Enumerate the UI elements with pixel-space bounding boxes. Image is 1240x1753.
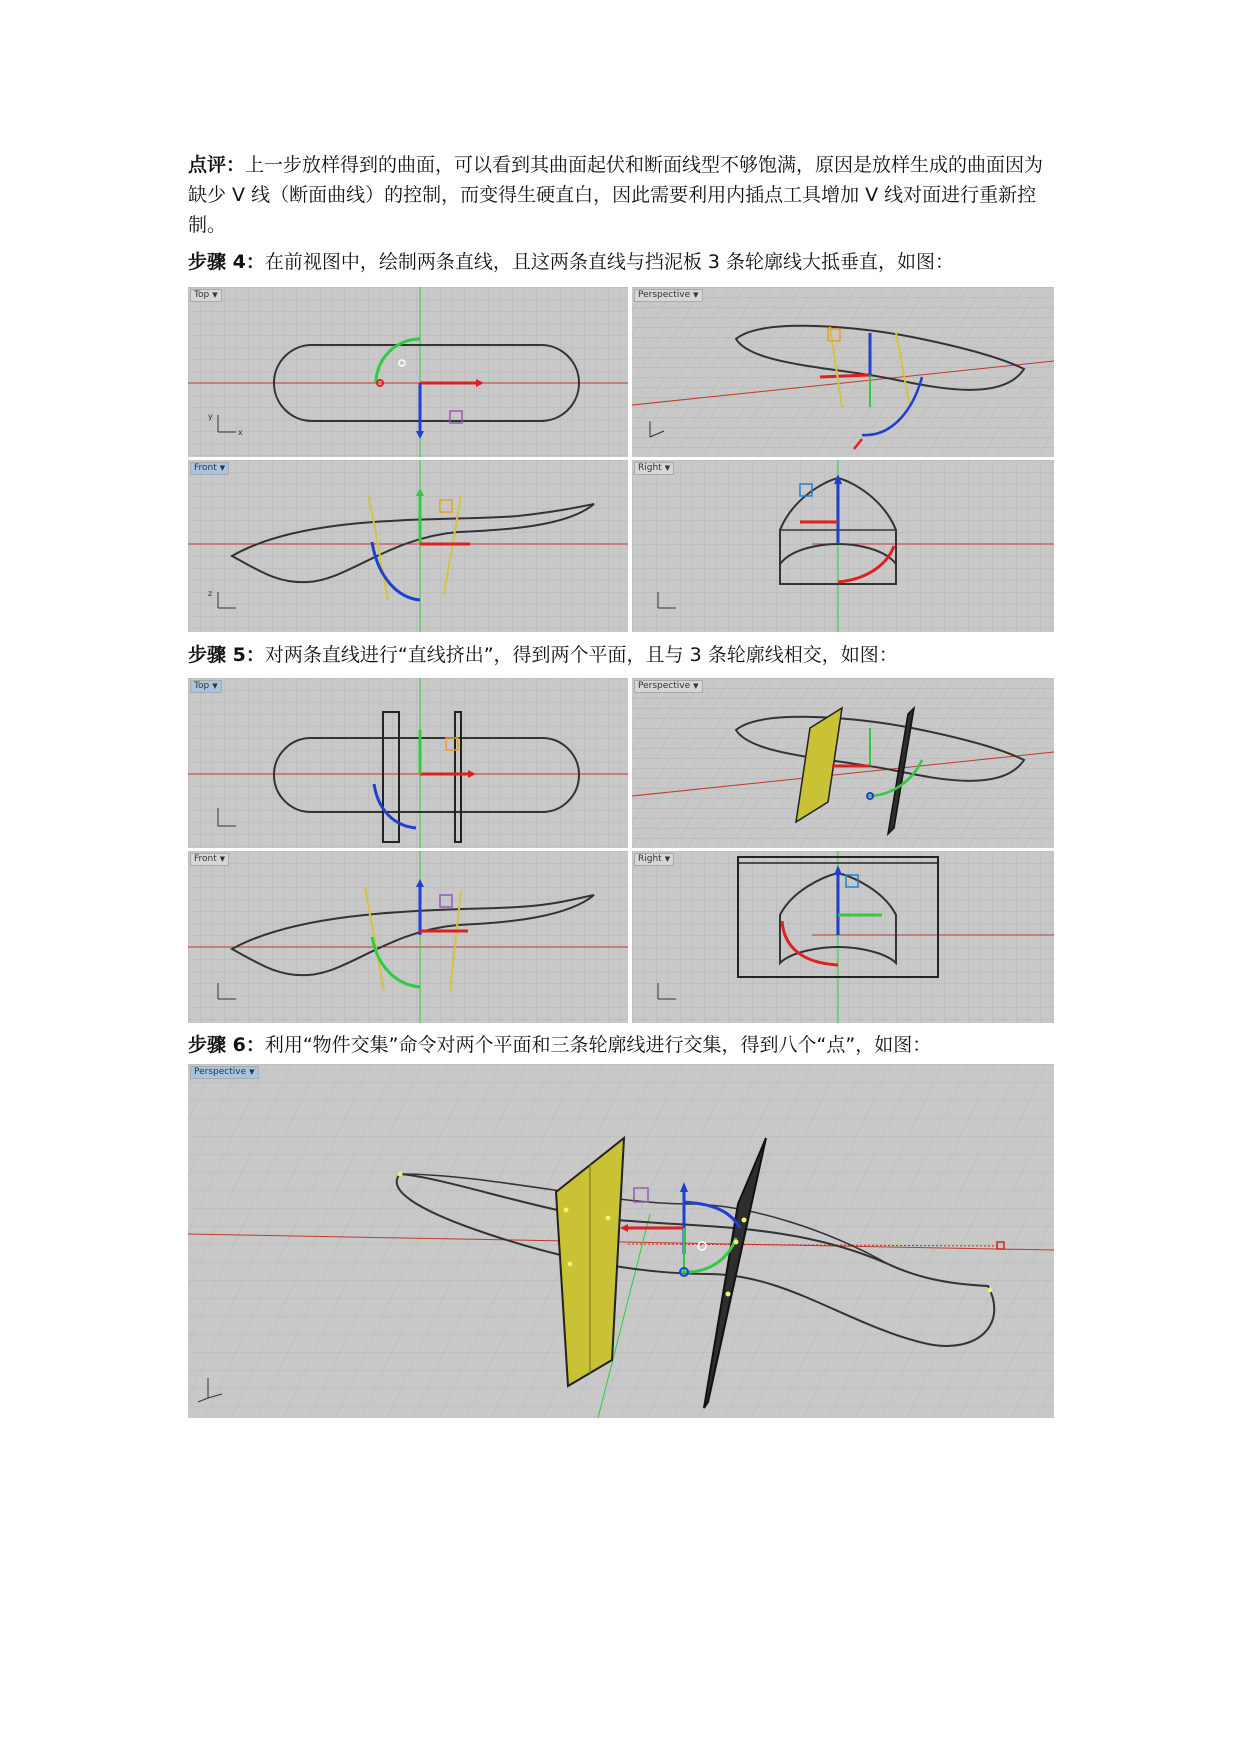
viewport-tab-perspective[interactable] [190,1066,259,1079]
viewport-tab-front[interactable] [190,462,229,475]
review-paragraph [188,150,1060,240]
viewport-perspective-large-canvas [188,1064,1054,1418]
chevron-down-icon[interactable]: ▼ [693,291,699,299]
viewport-tab-top[interactable] [190,289,222,302]
viewport-tab-top[interactable] [190,680,222,693]
chevron-down-icon[interactable]: ▼ [664,464,671,472]
viewport-tab-label: Right [638,463,662,473]
viewport-tab-perspective[interactable] [634,289,703,302]
viewport-top-canvas [188,287,628,457]
step4-label: 步骤 4： [188,251,265,273]
viewport-perspective[interactable] [632,678,1054,848]
viewport-tab-front[interactable] [190,853,229,866]
step4-heading [188,247,1060,277]
viewport-tab-label: Front [194,463,217,473]
viewport-perspective-canvas [632,678,1054,848]
viewport-top[interactable] [188,678,628,848]
viewport-top[interactable] [188,287,628,457]
viewport-tab-label: Front [194,854,217,864]
chevron-down-icon[interactable]: ▼ [219,464,226,472]
viewport-front[interactable] [188,851,628,1023]
viewport-tab-label: Perspective [638,681,691,691]
step6-body: 利用“物件交集”命令对两个平面和三条轮廓线进行交集，得到八个“点”，如图： [264,1034,932,1056]
step5-label: 步骤 5： [188,644,265,666]
viewport-tab-label: Top [194,681,210,691]
viewport-front-canvas [188,460,628,632]
viewport-tab-perspective[interactable] [634,680,703,693]
axis-label-x: x [238,428,243,437]
viewport-front[interactable] [188,460,628,632]
viewport-right-canvas [632,851,1054,1023]
viewport-tab-label: Right [638,854,662,864]
viewport-perspective-canvas [632,287,1054,457]
step6-heading [188,1030,1060,1060]
viewport-tab-right[interactable] [634,853,674,866]
viewport-tab-label: Perspective [194,1067,247,1077]
viewport-tab-right[interactable] [634,462,674,475]
viewport-front-canvas [188,851,628,1023]
viewport-perspective-large[interactable] [188,1064,1054,1418]
chevron-down-icon[interactable]: ▼ [249,1068,255,1076]
viewport-perspective[interactable] [632,287,1054,457]
step5-heading [188,640,1060,670]
chevron-down-icon[interactable]: ▼ [219,855,226,863]
axis-label-y: y [208,412,213,421]
viewport-right-canvas [632,460,1054,632]
chevron-down-icon[interactable]: ▼ [693,682,699,690]
viewport-top-canvas [188,678,628,848]
chevron-down-icon[interactable]: ▼ [664,855,671,863]
step5-body: 对两条直线进行“直线挤出”，得到两个平面，且与 3 条轮廓线相交，如图： [264,644,898,666]
chevron-down-icon[interactable]: ▼ [212,682,218,690]
viewport-tab-label: Perspective [638,290,691,300]
review-label: 点评： [188,154,246,176]
step4-body: 在前视图中，绘制两条直线，且这两条直线与挡泥板 3 条轮廓线大抵垂直，如图： [264,251,955,273]
axis-label-z: z [208,589,213,598]
viewport-right[interactable] [632,460,1054,632]
viewport-tab-label: Top [194,290,210,300]
step6-label: 步骤 6： [188,1034,265,1056]
review-body: 上一步放样得到的曲面，可以看到其曲面起伏和断面线型不够饱满，原因是放样生成的曲面因为缺少 V 线（断面曲线）的控制，而变得生硬直白，因此需要利用内插点工具增加 V 线对面进行重新控制。 [188,154,1044,236]
chevron-down-icon[interactable]: ▼ [212,291,218,299]
viewport-right[interactable] [632,851,1054,1023]
